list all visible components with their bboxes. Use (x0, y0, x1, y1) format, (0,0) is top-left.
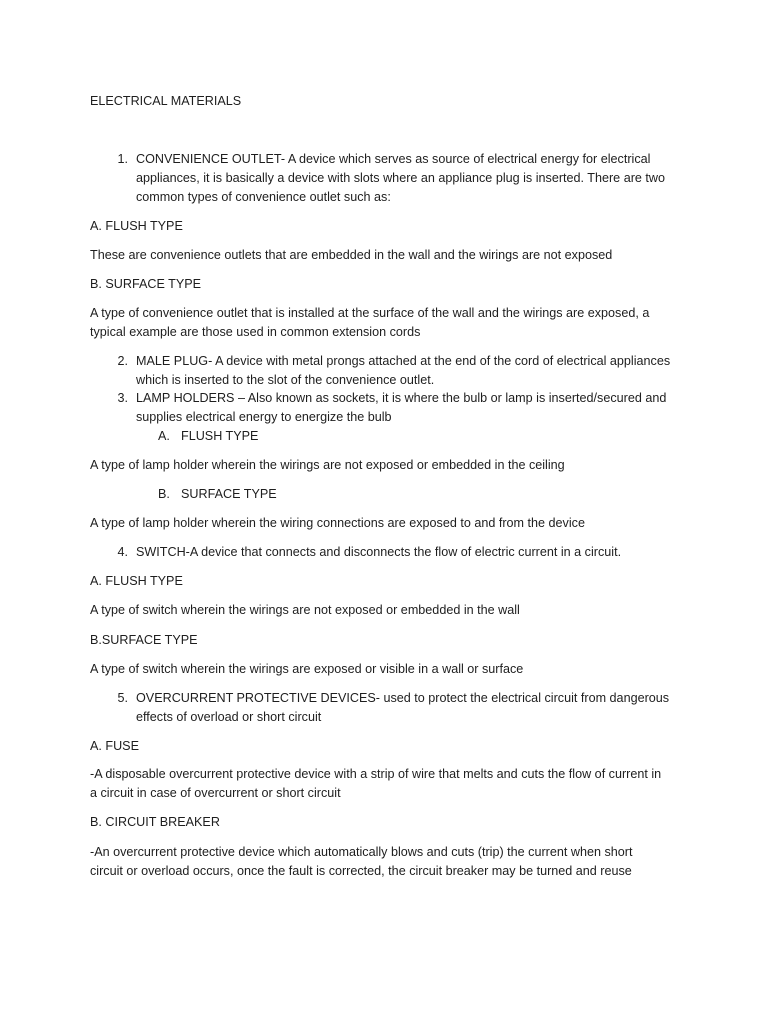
switch-surface-text: A type of switch wherein the wirings are exposed or visible in a wall or surface (90, 662, 524, 676)
list-number-2: 2. (117, 354, 128, 368)
switch-surface-heading: B.SURFACE TYPE (90, 633, 198, 647)
lamp-flush-letter: A. (158, 429, 170, 443)
lamp-flush-heading: FLUSH TYPE (181, 429, 259, 443)
lamp-surface-text: A type of lamp holder wherein the wiring connections are exposed to and from the device (90, 516, 585, 530)
item2-line-1: MALE PLUG- A device with metal prongs attached at the end of the cord of electrical appliances (136, 354, 671, 368)
item2-line-2: which is inserted to the slot of the convenience outlet. (136, 373, 435, 387)
outlet-surface-heading: B. SURFACE TYPE (90, 277, 202, 291)
fuse-text-1: -A disposable overcurrent protective device with a strip of wire that melts and cuts the flow of current in (90, 767, 662, 781)
item5-line-1: OVERCURRENT PROTECTIVE DEVICES- used to protect the electrical circuit from dangerous (136, 691, 670, 705)
item3-line-1: LAMP HOLDERS – Also known as sockets, it is where the bulb or lamp is inserted/secured and (136, 391, 667, 405)
fuse-text-2: a circuit in case of overcurrent or short circuit (90, 786, 341, 800)
item4-line-1: SWITCH-A device that connects and disconnects the flow of electric current in a circuit. (136, 545, 622, 559)
list-number-3: 3. (117, 391, 128, 405)
outlet-flush-text: These are convenience outlets that are embedded in the wall and the wirings are not exposed (90, 248, 613, 262)
outlet-surface-text-1: A type of convenience outlet that is installed at the surface of the wall and the wirings are exposed, a (90, 306, 650, 320)
list-number-5: 5. (117, 691, 128, 705)
outlet-flush-heading: A. FLUSH TYPE (90, 219, 183, 233)
breaker-heading: B. CIRCUIT BREAKER (90, 815, 220, 829)
list-number-1: 1. (117, 152, 128, 166)
breaker-text-1: -An overcurrent protective device which automatically blows and cuts (trip) the current when short (90, 845, 633, 859)
list-number-4: 4. (117, 545, 128, 559)
document-title: ELECTRICAL MATERIALS (90, 94, 242, 108)
switch-flush-heading: A. FLUSH TYPE (90, 574, 183, 588)
item1-line-3: common types of convenience outlet such as: (136, 190, 391, 204)
item1-line-1: CONVENIENCE OUTLET- A device which serves as source of electrical energy for electrical (136, 152, 651, 166)
item5-line-2: effects of overload or short circuit (136, 710, 322, 724)
fuse-heading: A. FUSE (90, 739, 139, 753)
item3-line-2: supplies electrical energy to energize the bulb (136, 410, 392, 424)
item1-line-2: appliances, it is basically a device with slots where an appliance plug is inserted. There are two (136, 171, 665, 185)
lamp-flush-text: A type of lamp holder wherein the wirings are not exposed or embedded in the ceiling (90, 458, 565, 472)
outlet-surface-text-2: typical example are those used in common extension cords (90, 325, 421, 339)
switch-flush-text: A type of switch wherein the wirings are not exposed or embedded in the wall (90, 603, 520, 617)
lamp-surface-letter: B. (158, 487, 170, 501)
lamp-surface-heading: SURFACE TYPE (181, 487, 277, 501)
breaker-text-2: circuit or overload occurs, once the fault is corrected, the circuit breaker may be turned and reuse (90, 864, 632, 878)
